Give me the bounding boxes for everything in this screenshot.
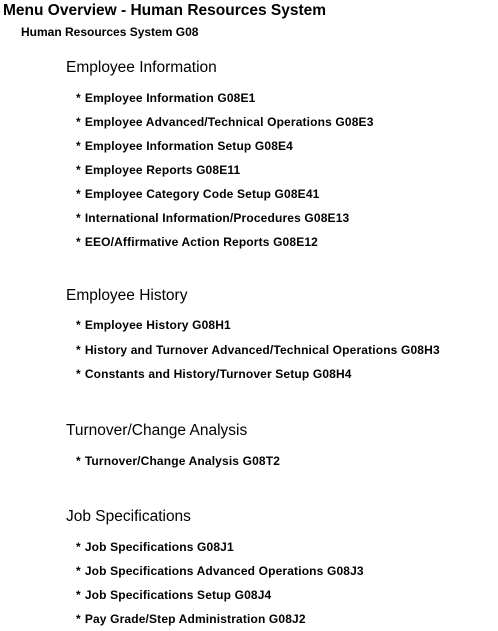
bullet-mark: * <box>76 115 81 129</box>
bullet-mark: * <box>76 564 81 578</box>
section-job-specifications <box>66 507 364 626</box>
bullet-mark: * <box>76 588 81 602</box>
menu-item-job-specifications-setup[interactable] <box>76 587 271 603</box>
page-title: Menu Overview - Human Resources System <box>3 2 327 19</box>
menu-item-label: Turnover/Change Analysis G08T2 <box>84 454 281 468</box>
menu-item-history-turnover-advanced[interactable] <box>76 342 440 358</box>
bullet-mark: * <box>76 91 81 105</box>
bullet-mark: * <box>76 187 81 201</box>
section-heading: Turnover/Change Analysis <box>66 422 248 439</box>
menu-item-label: Employee History G08H1 <box>84 318 231 332</box>
menu-item-label: Employee Category Code Setup G08E41 <box>84 187 320 201</box>
section-employee-information <box>66 58 374 249</box>
menu-item-label: Employee Information Setup G08E4 <box>84 139 294 153</box>
menu-item-label: Job Specifications G08J1 <box>84 540 234 554</box>
menu-item-job-specifications-advanced[interactable] <box>76 563 364 579</box>
section-heading: Job Specifications <box>66 508 191 525</box>
menu-item-employee-category-code-setup[interactable] <box>76 186 319 202</box>
menu-item-label: International Information/Procedures G08E13 <box>84 211 350 225</box>
menu-item-employee-information-setup[interactable] <box>76 138 293 154</box>
menu-item-label: History and Turnover Advanced/Technical Operations G08H3 <box>84 343 440 357</box>
menu-item-label: Employee Reports G08E11 <box>84 163 241 177</box>
menu-item-employee-information[interactable] <box>76 90 255 106</box>
menu-item-employee-advanced-technical[interactable] <box>76 114 374 130</box>
menu-item-turnover-change-analysis[interactable] <box>76 453 280 469</box>
bullet-mark: * <box>76 163 81 177</box>
menu-item-constants-history-turnover-setup[interactable] <box>76 366 352 382</box>
section-heading: Employee History <box>66 287 188 304</box>
bullet-mark: * <box>76 540 81 554</box>
bullet-mark: * <box>76 367 81 381</box>
bullet-mark: * <box>76 612 81 626</box>
bullet-mark: * <box>76 139 81 153</box>
menu-item-international-information[interactable] <box>76 210 349 226</box>
bullet-mark: * <box>76 211 81 225</box>
system-subtitle: Human Resources System G08 <box>21 25 199 39</box>
bullet-mark: * <box>76 343 81 357</box>
menu-item-employee-history[interactable] <box>76 317 231 333</box>
menu-item-job-specifications[interactable] <box>76 539 234 555</box>
menu-item-label: Employee Advanced/Technical Operations G08E3 <box>84 115 374 129</box>
bullet-mark: * <box>76 235 81 249</box>
menu-item-employee-reports[interactable] <box>76 162 240 178</box>
menu-item-label: Employee Information G08E1 <box>84 91 256 105</box>
menu-item-pay-grade-step-administration[interactable] <box>76 611 306 627</box>
section-turnover-change-analysis <box>66 421 281 468</box>
bullet-mark: * <box>76 318 81 332</box>
menu-item-label: Pay Grade/Step Administration G08J2 <box>84 612 306 626</box>
menu-item-label: Job Specifications Setup G08J4 <box>84 588 272 602</box>
section-employee-history <box>66 286 440 381</box>
menu-item-eeo-affirmative-action-reports[interactable] <box>76 234 318 250</box>
menu-item-label: Constants and History/Turnover Setup G08H4 <box>84 367 352 381</box>
section-heading: Employee Information <box>66 59 217 76</box>
bullet-mark: * <box>76 454 81 468</box>
menu-item-label: EEO/Affirmative Action Reports G08E12 <box>84 235 318 249</box>
menu-item-label: Job Specifications Advanced Operations G08J3 <box>84 564 364 578</box>
